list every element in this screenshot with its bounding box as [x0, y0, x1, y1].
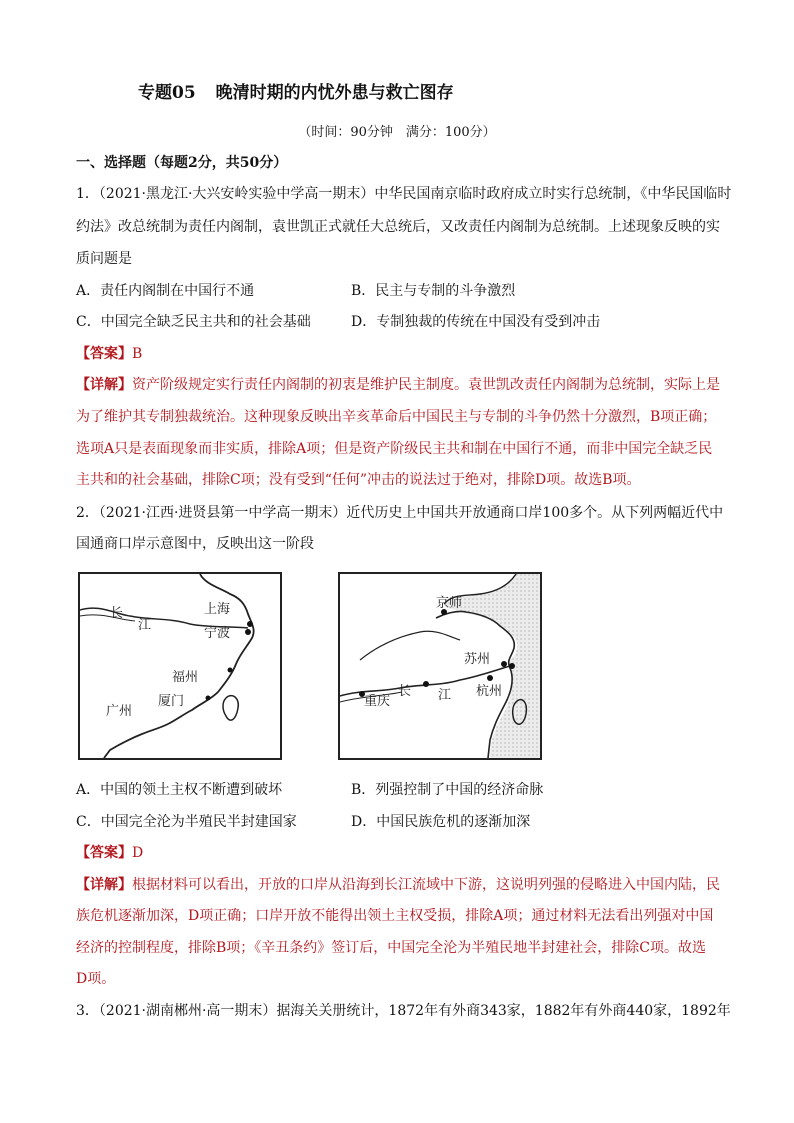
detail-text: 资产阶级规定实行责任内阁制的初衷是维护民主制度。袁世凯改责任内阁制为总统制，实际上是 [132, 377, 720, 393]
q2-answer [76, 844, 143, 862]
answer-value: B [132, 346, 143, 362]
q1-stem-line: 质问题是 [76, 251, 132, 267]
q2-detail-line: 经济的控制程度，排除B项；《辛丑条约》签订后，中国完全沦为半殖民地半封建社会，排除C项。故选 [76, 940, 706, 956]
q1-answer [76, 345, 142, 363]
q2-option-d: D．中国民族危机的逐渐加深 [351, 814, 531, 830]
q2-stem-line: 国通商口岸示意图中，反映出这一阶段 [76, 536, 314, 552]
page-title [138, 78, 454, 103]
map-label-changjiang: 长 [110, 606, 124, 621]
q1-option-d: D．专制独裁的传统在中国没有受到冲击 [351, 314, 601, 330]
q2-option-a: A．中国的领土主权不断遭到破坏 [76, 782, 283, 798]
q2-stem-line: 2．（2021·江西·进贤县第一中学高一期末）近代历史上中国共开放通商口岸100多个。从下列两幅近代中 [76, 505, 724, 521]
answer-tag: 【答案】 [76, 845, 132, 861]
topic-number: 专题05 [138, 83, 196, 103]
q2-option-b: B．列强控制了中国的经济命脉 [351, 782, 544, 798]
q1-detail-line: 选项A只是表面现象而非实质，排除A项；但是资产阶级民主共和制在中国行不通，而非中国完全缺乏民 [76, 441, 713, 457]
q1-detail-line [76, 376, 720, 394]
q1-option-b: B．民主与专制的斗争激烈 [351, 283, 516, 299]
q2-option-c: C．中国完全沦为半殖民半封建国家 [76, 814, 297, 830]
map-label-changjiang: 长 [398, 684, 412, 699]
answer-tag: 【答案】 [76, 346, 132, 362]
exam-time-score: （时间：90分钟 满分：100分） [298, 125, 496, 140]
q1-detail-line: 主共和的社会基础，排除C项；没有受到“任何”冲击的说法过于绝对，排除D项。故选B项。 [76, 472, 641, 488]
detail-tag: 【详解】 [76, 377, 132, 393]
map-label-fuzhou: 福州 [172, 670, 199, 685]
map-label-shanghai: 上海 [204, 602, 231, 617]
q1-detail-line: 为了维护其专制独裁统治。这种现象反映出辛亥革命后中国民主与专制的斗争仍然十分激烈，B项正确； [76, 409, 717, 425]
map-label-xiamen: 厦门 [158, 694, 185, 709]
detail-text: 根据材料可以看出，开放的口岸从沿海到长江流域中下游，这说明列强的侵略进入中国内陆，民 [132, 877, 720, 893]
map-coastal-ports [78, 572, 282, 760]
map-label-changjiang: 江 [138, 618, 152, 633]
map-label-chongqing: 重庆 [364, 694, 391, 709]
q2-detail-line: D项。 [76, 971, 116, 987]
detail-tag: 【详解】 [76, 877, 132, 893]
map-inland-ports [338, 572, 542, 760]
q1-stem-line: 1．（2021·黑龙江·大兴安岭实验中学高一期末）中华民国南京临时政府成立时实行总统制，《中华民国临时 [76, 186, 732, 202]
topic-title: 晚清时期的内忧外患与救亡图存 [215, 83, 454, 103]
map-label-suzhou: 苏州 [464, 652, 491, 667]
q3-stem-line: 3．（2021·湖南郴州·高一期末）据海关关册统计，1872年有外商343家，1882年有外商440家，1892年 [76, 1003, 731, 1019]
q1-stem-line: 约法》改总统制为责任内阁制，袁世凯正式就任大总统后，又改责任内阁制为总统制。上述现象反映的实 [76, 219, 720, 235]
map-label-changjiang: 江 [438, 688, 452, 703]
map-label-hangzhou: 杭州 [476, 684, 503, 699]
map-label-jingshi: 京师 [436, 596, 463, 611]
q1-option-a: A．责任内阁制在中国行不通 [76, 283, 255, 299]
map-label-guangzhou: 广州 [106, 704, 133, 719]
q1-option-c: C．中国完全缺乏民主共和的社会基础 [76, 314, 311, 330]
map-label-ningbo: 宁波 [204, 626, 231, 641]
q2-detail-line: 族危机逐渐加深，D项正确；口岸开放不能得出领土主权受损，排除A项；通过材料无法看出列强对中国 [76, 908, 714, 924]
q2-detail-line [76, 876, 720, 894]
answer-value: D [132, 845, 144, 861]
section-heading: 一、选择题（每题2分，共50分） [76, 155, 288, 171]
